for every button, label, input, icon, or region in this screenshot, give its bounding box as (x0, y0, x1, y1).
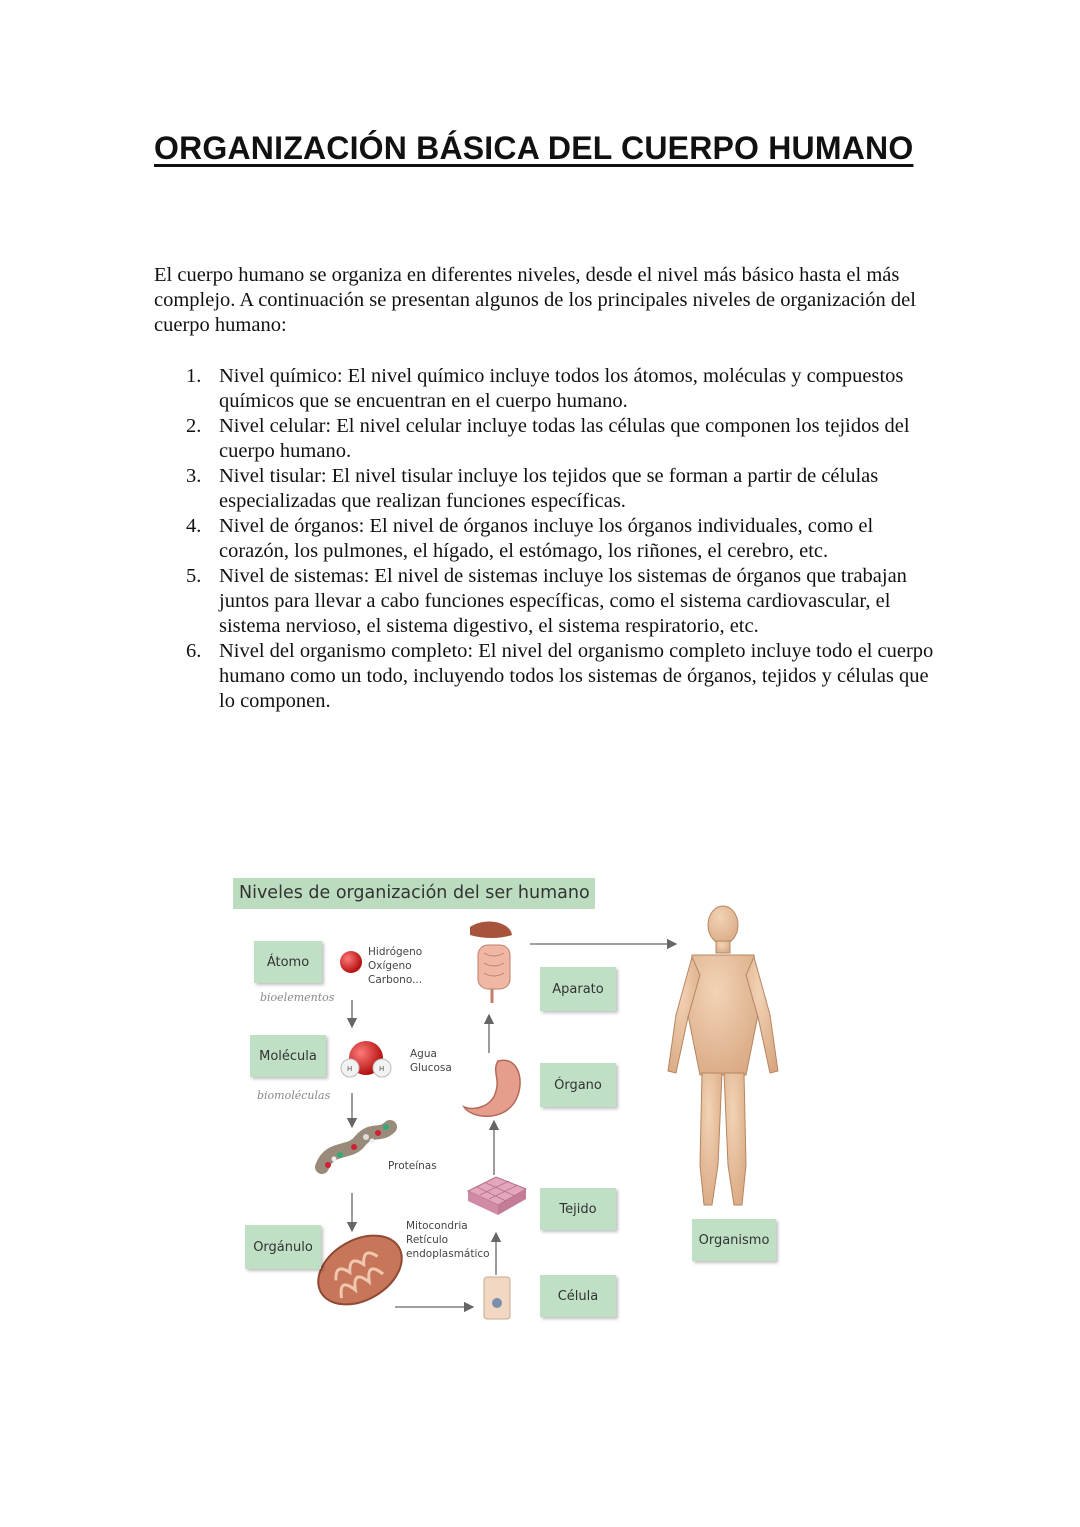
list-text: Nivel del organismo completo: El nivel del organismo completo incluye todo el cuerpo humano como un todo, incluyendo todos los sistemas de órganos, tejidos y células que lo componen. (219, 640, 934, 712)
list-text: Nivel celular: El nivel celular incluye todas las células que componen los tejidos del cuerpo humano. (219, 415, 910, 462)
intro-paragraph: El cuerpo humano se organiza en diferentes niveles, desde el nivel más básico hasta el más complejo. A continuación se presentan algunos de los principales niveles de organización del cuerpo humano: (154, 264, 916, 336)
label-organismo: Organismo (692, 1219, 776, 1261)
mitochondrion-icon (306, 1222, 414, 1319)
diagram-title: Niveles de organización del ser humano (233, 878, 595, 909)
label-organo: Órgano (540, 1063, 616, 1107)
page-title: ORGANIZACIÓN BÁSICA DEL CUERPO HUMANO (154, 130, 914, 166)
list-number: 3. (186, 465, 202, 487)
atom-examples: Hidrógeno Oxígeno Carbono... (368, 946, 423, 986)
svg-text:H: H (379, 1065, 385, 1073)
organization-diagram (230, 875, 790, 1335)
list-number: 4. (186, 515, 202, 537)
protein-icon (322, 1124, 390, 1168)
digestive-system-icon (470, 921, 512, 1003)
list-item (154, 364, 934, 414)
stomach-icon (464, 1060, 520, 1116)
protein-label: Proteínas (388, 1160, 437, 1172)
list-text: Nivel químico: El nivel químico incluye todos los átomos, moléculas y compuestos químicos que se encuentran en el cuerpo humano. (219, 365, 904, 412)
label-tejido: Tejido (540, 1188, 616, 1230)
levels-list (154, 364, 934, 714)
organelle-examples: Mitocondria Retículo endoplasmático (406, 1220, 490, 1260)
list-item (154, 414, 934, 464)
water-molecule-icon (341, 1041, 391, 1077)
human-body-icon (668, 906, 778, 1205)
handwritten-biomoleculas: biomoléculas (257, 1089, 331, 1102)
handwritten-bioelementos: bioelementos (260, 991, 335, 1004)
list-number: 5. (186, 565, 202, 587)
list-number: 1. (186, 365, 202, 387)
label-organulo: Orgánulo (245, 1225, 321, 1269)
atom-icon (340, 951, 362, 973)
list-number: 2. (186, 415, 202, 437)
list-text: Nivel de órganos: El nivel de órganos incluye los órganos individuales, como el corazón, los pulmones, el hígado, el estómago, los riñones, el cerebro, etc. (219, 515, 874, 562)
list-number: 6. (186, 640, 202, 662)
label-aparato: Aparato (540, 967, 616, 1011)
label-atomo: Átomo (254, 941, 322, 983)
label-molecula: Molécula (250, 1035, 326, 1077)
label-celula: Célula (540, 1275, 616, 1317)
molecule-examples: Agua Glucosa (410, 1048, 452, 1074)
cell-icon (484, 1277, 510, 1319)
list-item (154, 564, 934, 639)
list-text: Nivel de sistemas: El nivel de sistemas incluye los sistemas de órganos que trabajan juntos para llevar a cabo funciones específicas, como el sistema cardiovascular, el sistema nervioso, el sistema digestivo, el sistema respiratorio, etc. (219, 565, 907, 637)
list-text: Nivel tisular: El nivel tisular incluye los tejidos que se forman a partir de células especializadas que realizan funciones específicas. (219, 465, 879, 512)
list-item (154, 514, 934, 564)
list-item (154, 464, 934, 514)
list-item (154, 639, 934, 714)
tissue-icon (468, 1177, 526, 1215)
svg-text:H: H (347, 1065, 353, 1073)
